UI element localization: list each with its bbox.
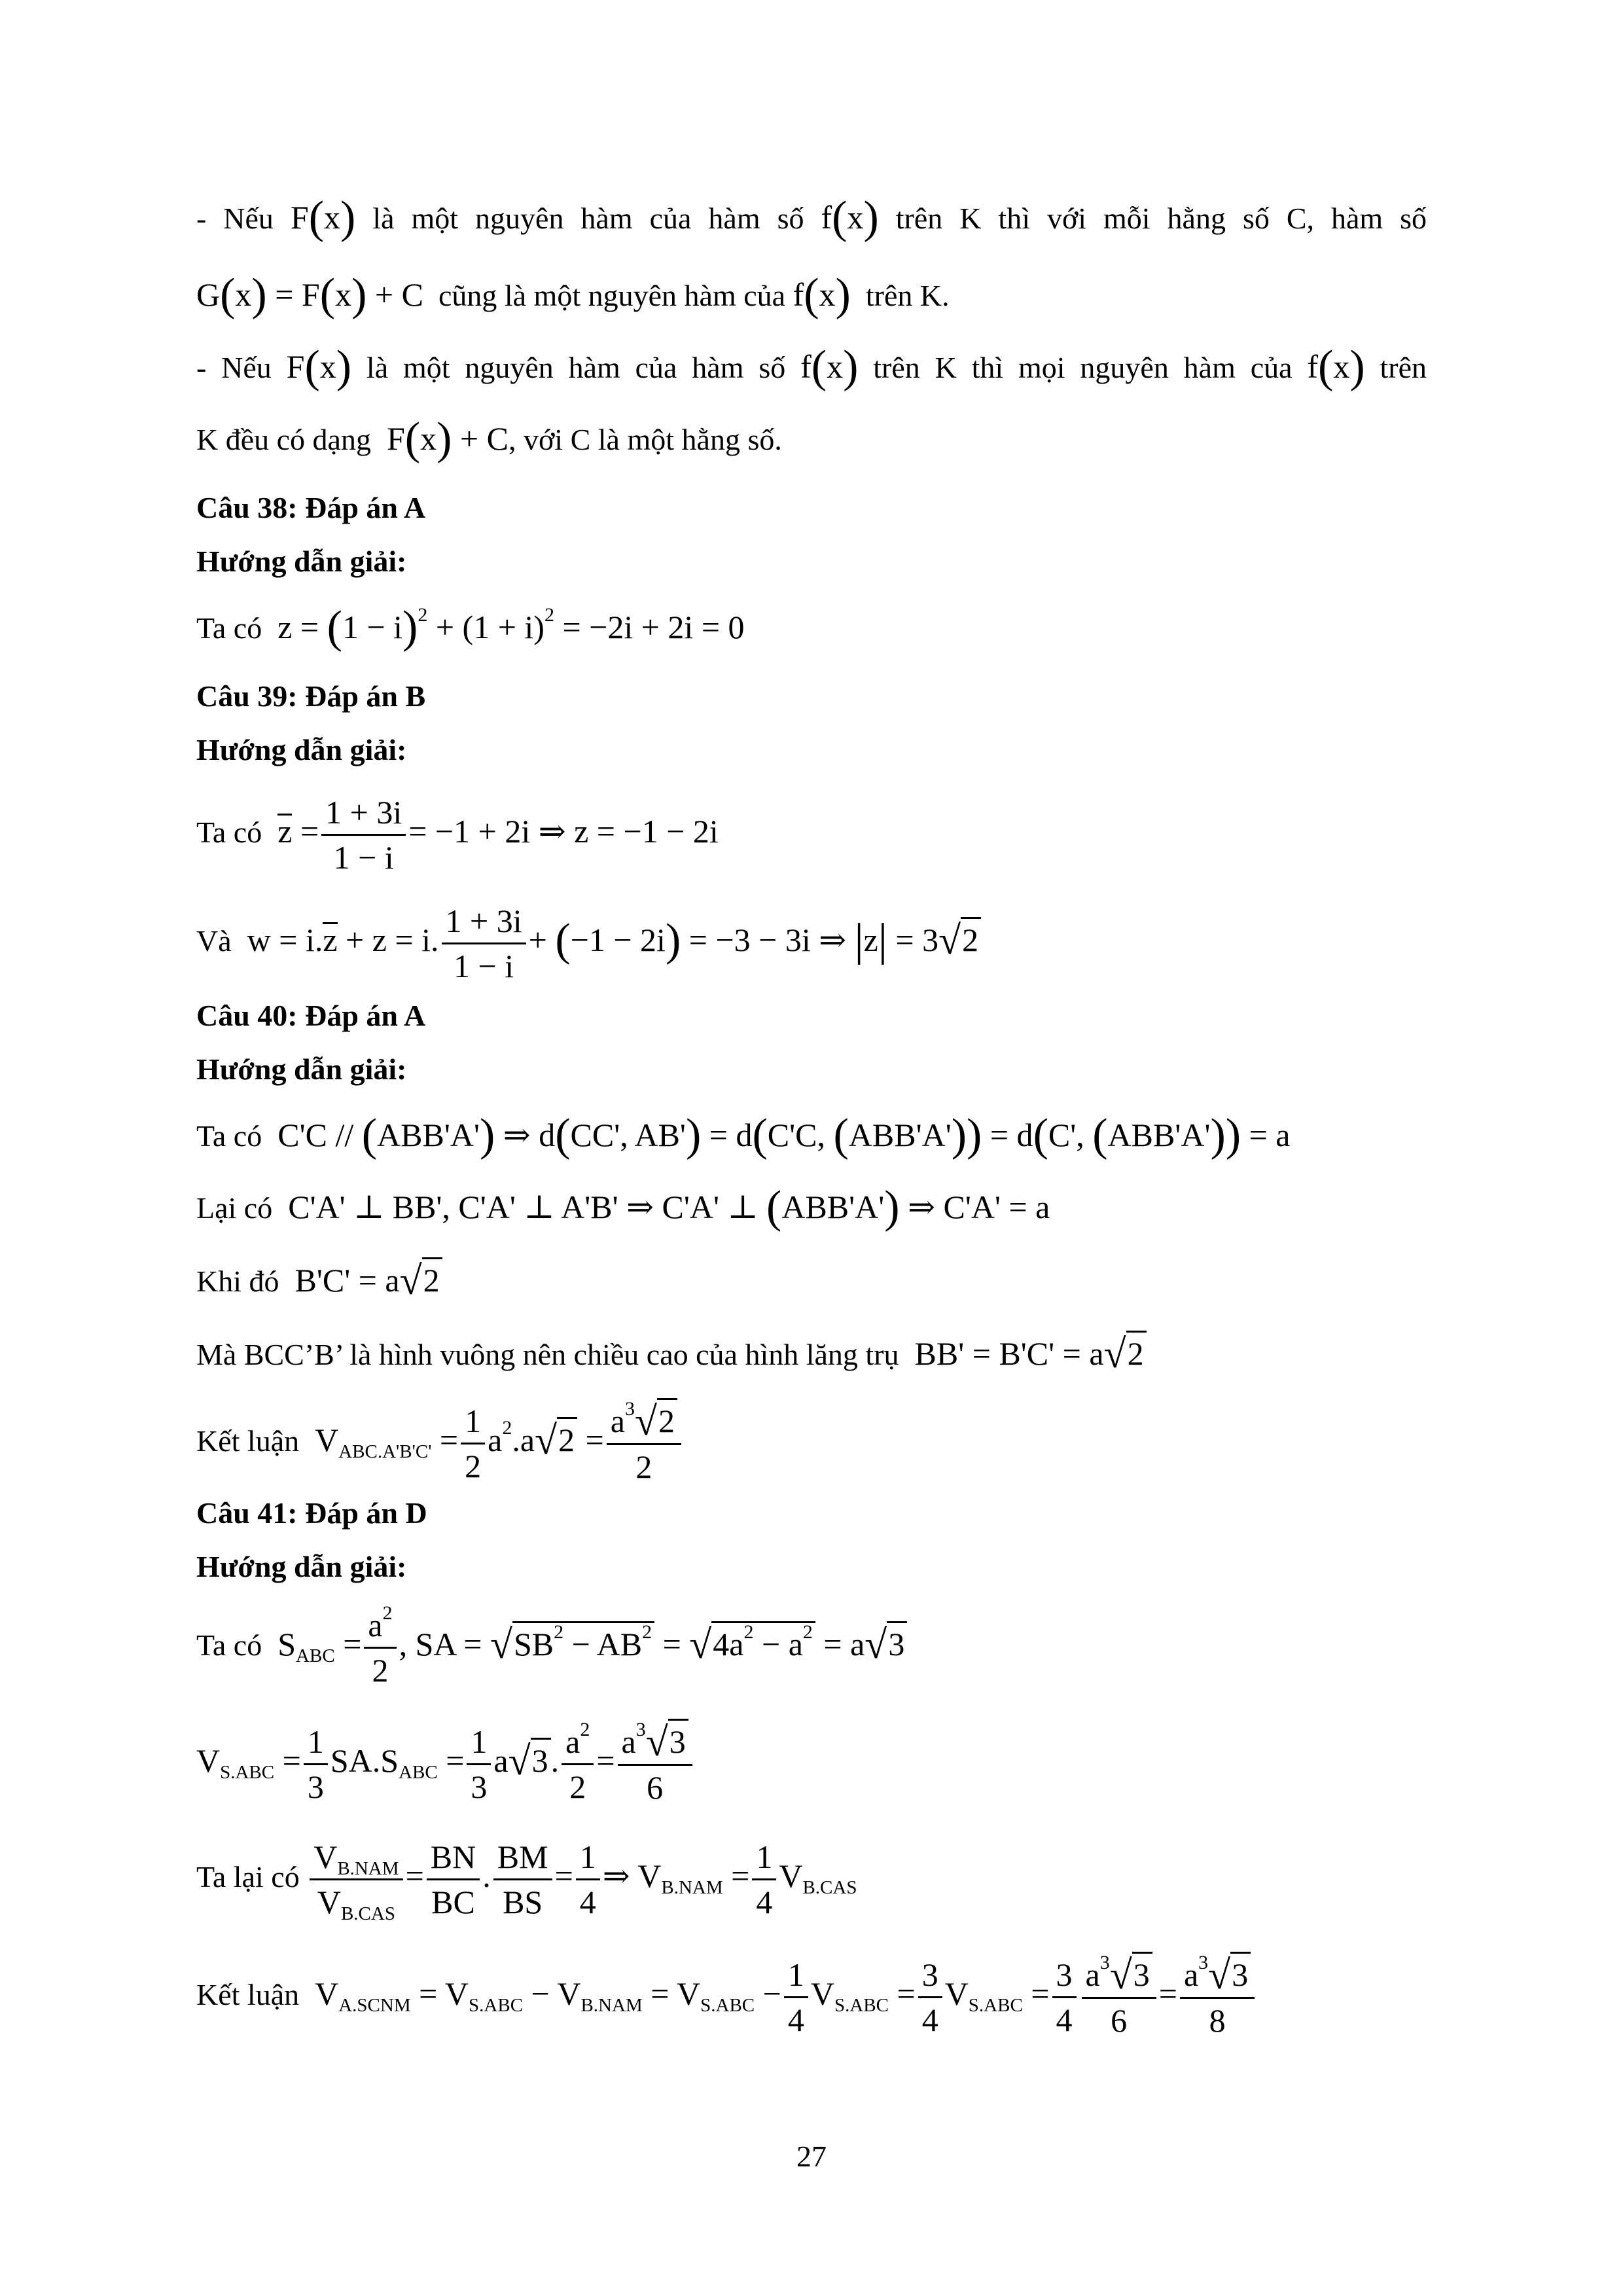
math-eq: $V_{A.SCNM} = V_{S.ABC} - V_{B.NAM} = V_{S.ABC}$ − $\frac{1}{4}$ $V_{S.ABC}$ = $\frac{3}{4}$ $V_{S.ABC}$ = $\frac{3}{4}$ $\frac{a^3√3}{6}$ = $\frac{a^3√3}{8}$ <box>307 1975 1258 2012</box>
text: trên <box>1380 351 1427 384</box>
math-F-x: F(x) <box>286 342 352 392</box>
text: Lại có <box>196 1191 273 1225</box>
section-39-guide: Hướng dẫn giải: <box>196 733 407 766</box>
text: Ta lại có <box>196 1860 300 1893</box>
section-38-guide: Hướng dẫn giải: <box>196 545 407 578</box>
math-eq: z = $\frac{1 + 3i}{1 - i}$ = −1 + 2i ⇒ z = −1 − 2i <box>270 813 719 850</box>
math-F-x: F(x) <box>290 192 356 243</box>
text: Kết luận <box>196 1424 300 1458</box>
math-f-x: f(x) <box>821 192 879 243</box>
section-38-heading: Câu 38: Đáp án A <box>196 491 426 524</box>
text: Ta có <box>196 1119 262 1153</box>
text: là một nguyên hàm của hàm số <box>366 351 786 384</box>
text: - Nếu <box>196 351 272 384</box>
fraction-denominator: 1 − i <box>454 948 514 985</box>
math-eq: C'A' ⊥ BB', C'A' ⊥ A'B' ⇒ C'A' ⊥ (ABB'A') ⇒ C'A' = a <box>279 1182 1050 1232</box>
math-eq: w = i.z + z = i. $\frac{1 + 3i}{1 - i}$ + (−1 − 2i) = −3 − 3i ⇒ |z| = 3√2 <box>239 922 981 958</box>
section-41-line-1 <box>196 1598 907 1692</box>
text: Kết luận <box>196 1978 300 2011</box>
math-G-def: G(x) = F(x) + C <box>196 270 423 320</box>
section-40-line-1 <box>196 1110 1291 1160</box>
fraction-numerator: 1 + 3i <box>442 899 526 944</box>
math-eq: C'C // (ABB'A') ⇒ d(CC', AB') = d(C'C, (ABB'A')) = d(C', (ABB'A')) = a <box>269 1110 1291 1160</box>
text: Mà BCC’B’ là hình vuông nên chiều cao của hình lăng trụ <box>196 1338 899 1371</box>
section-40-heading: Câu 40: Đáp án A <box>196 999 426 1032</box>
section-40-line-3 <box>196 1261 442 1301</box>
math-eq: $z = (1 - i)^2 + (1 + i)^2 = -2i + 2i = 0$ <box>269 602 745 653</box>
math-FxC: F(x) + C <box>378 414 508 464</box>
paragraph-1-line-1 <box>196 192 1427 243</box>
page-number: 27 <box>796 2140 827 2173</box>
math-eq: B'C' = a√2 <box>287 1262 442 1299</box>
section-40-line-5 <box>196 1394 684 1488</box>
math-f-x: f(x) <box>1307 342 1365 392</box>
fraction-numerator: 1 + 3i <box>321 791 406 836</box>
text: Khi đó <box>196 1265 279 1298</box>
text: trên K thì mọi nguyên hàm của <box>873 351 1293 384</box>
math-eq: $S_{ABC}$ = $\frac{a^2}{2}$ , SA = $√SB^2 - AB^2 = √4a^2 - a^2 = a√3$ <box>270 1626 908 1662</box>
section-39-line-1 <box>196 785 719 879</box>
text: , với C là một hằng số. <box>508 423 782 456</box>
section-39-heading: Câu 39: Đáp án B <box>196 679 426 713</box>
text: trên K. <box>865 279 950 312</box>
section-41-line-2 <box>196 1715 695 1809</box>
text: Ta có <box>196 611 262 645</box>
math-eq: $V_{B.NAM}$ $V_{B.CAS}$ = $\frac{BN}{BC}$ . $\frac{BM}{BS}$ = $\frac{1}{4}$ ⇒ $V_{B.NAM}$ = $\frac{1}{4}$ $V_{B.CAS}$ <box>307 1857 857 1894</box>
section-39-line-2 <box>196 894 981 988</box>
text: Và <box>196 924 232 958</box>
text: - Nếu <box>196 202 274 235</box>
math-eq: BB' = B'C' = a√2 <box>906 1335 1147 1372</box>
text: K đều có dạng <box>196 423 371 456</box>
paragraph-2-line-1 <box>196 342 1427 392</box>
section-41-heading: Câu 41: Đáp án D <box>196 1496 427 1530</box>
section-41-guide: Hướng dẫn giải: <box>196 1550 407 1583</box>
math-rest: = −1 + 2i ⇒ z = −1 − 2i <box>408 813 719 850</box>
text: cũng là một nguyên hàm của <box>438 279 786 312</box>
math-eq: $V_{ABC.A'B'C'}$ = $\frac{1}{2}$ $a^2.a√2$ = $\frac{a^3√2}{2}$ <box>307 1422 684 1458</box>
text: Ta có <box>196 816 262 849</box>
text: Ta có <box>196 1628 262 1662</box>
math-eq: $V_{S.ABC}$ = $\frac{1}{3}$ $SA.S_{ABC}$ = $\frac{1}{3}$ a√3. $\frac{a^2}{2}$ = $\frac{a^3√3}{6}$ <box>196 1742 695 1779</box>
paragraph-2-line-2 <box>196 414 782 464</box>
section-41-line-3 <box>196 1830 857 1924</box>
section-40-line-4 <box>196 1334 1147 1374</box>
section-38-equation <box>196 602 745 653</box>
math-f-x: f(x) <box>793 270 851 320</box>
math-f-x: f(x) <box>800 342 859 392</box>
section-40-line-2 <box>196 1182 1050 1232</box>
text: là một nguyên hàm của hàm số <box>372 202 804 235</box>
section-41-line-4 <box>196 1948 1257 2042</box>
paragraph-1-line-2 <box>196 270 950 320</box>
text: trên K thì với mỗi hằng số C, hàm số <box>895 202 1427 235</box>
section-40-guide: Hướng dẫn giải: <box>196 1052 407 1086</box>
fraction-denominator: 1 − i <box>333 839 394 876</box>
